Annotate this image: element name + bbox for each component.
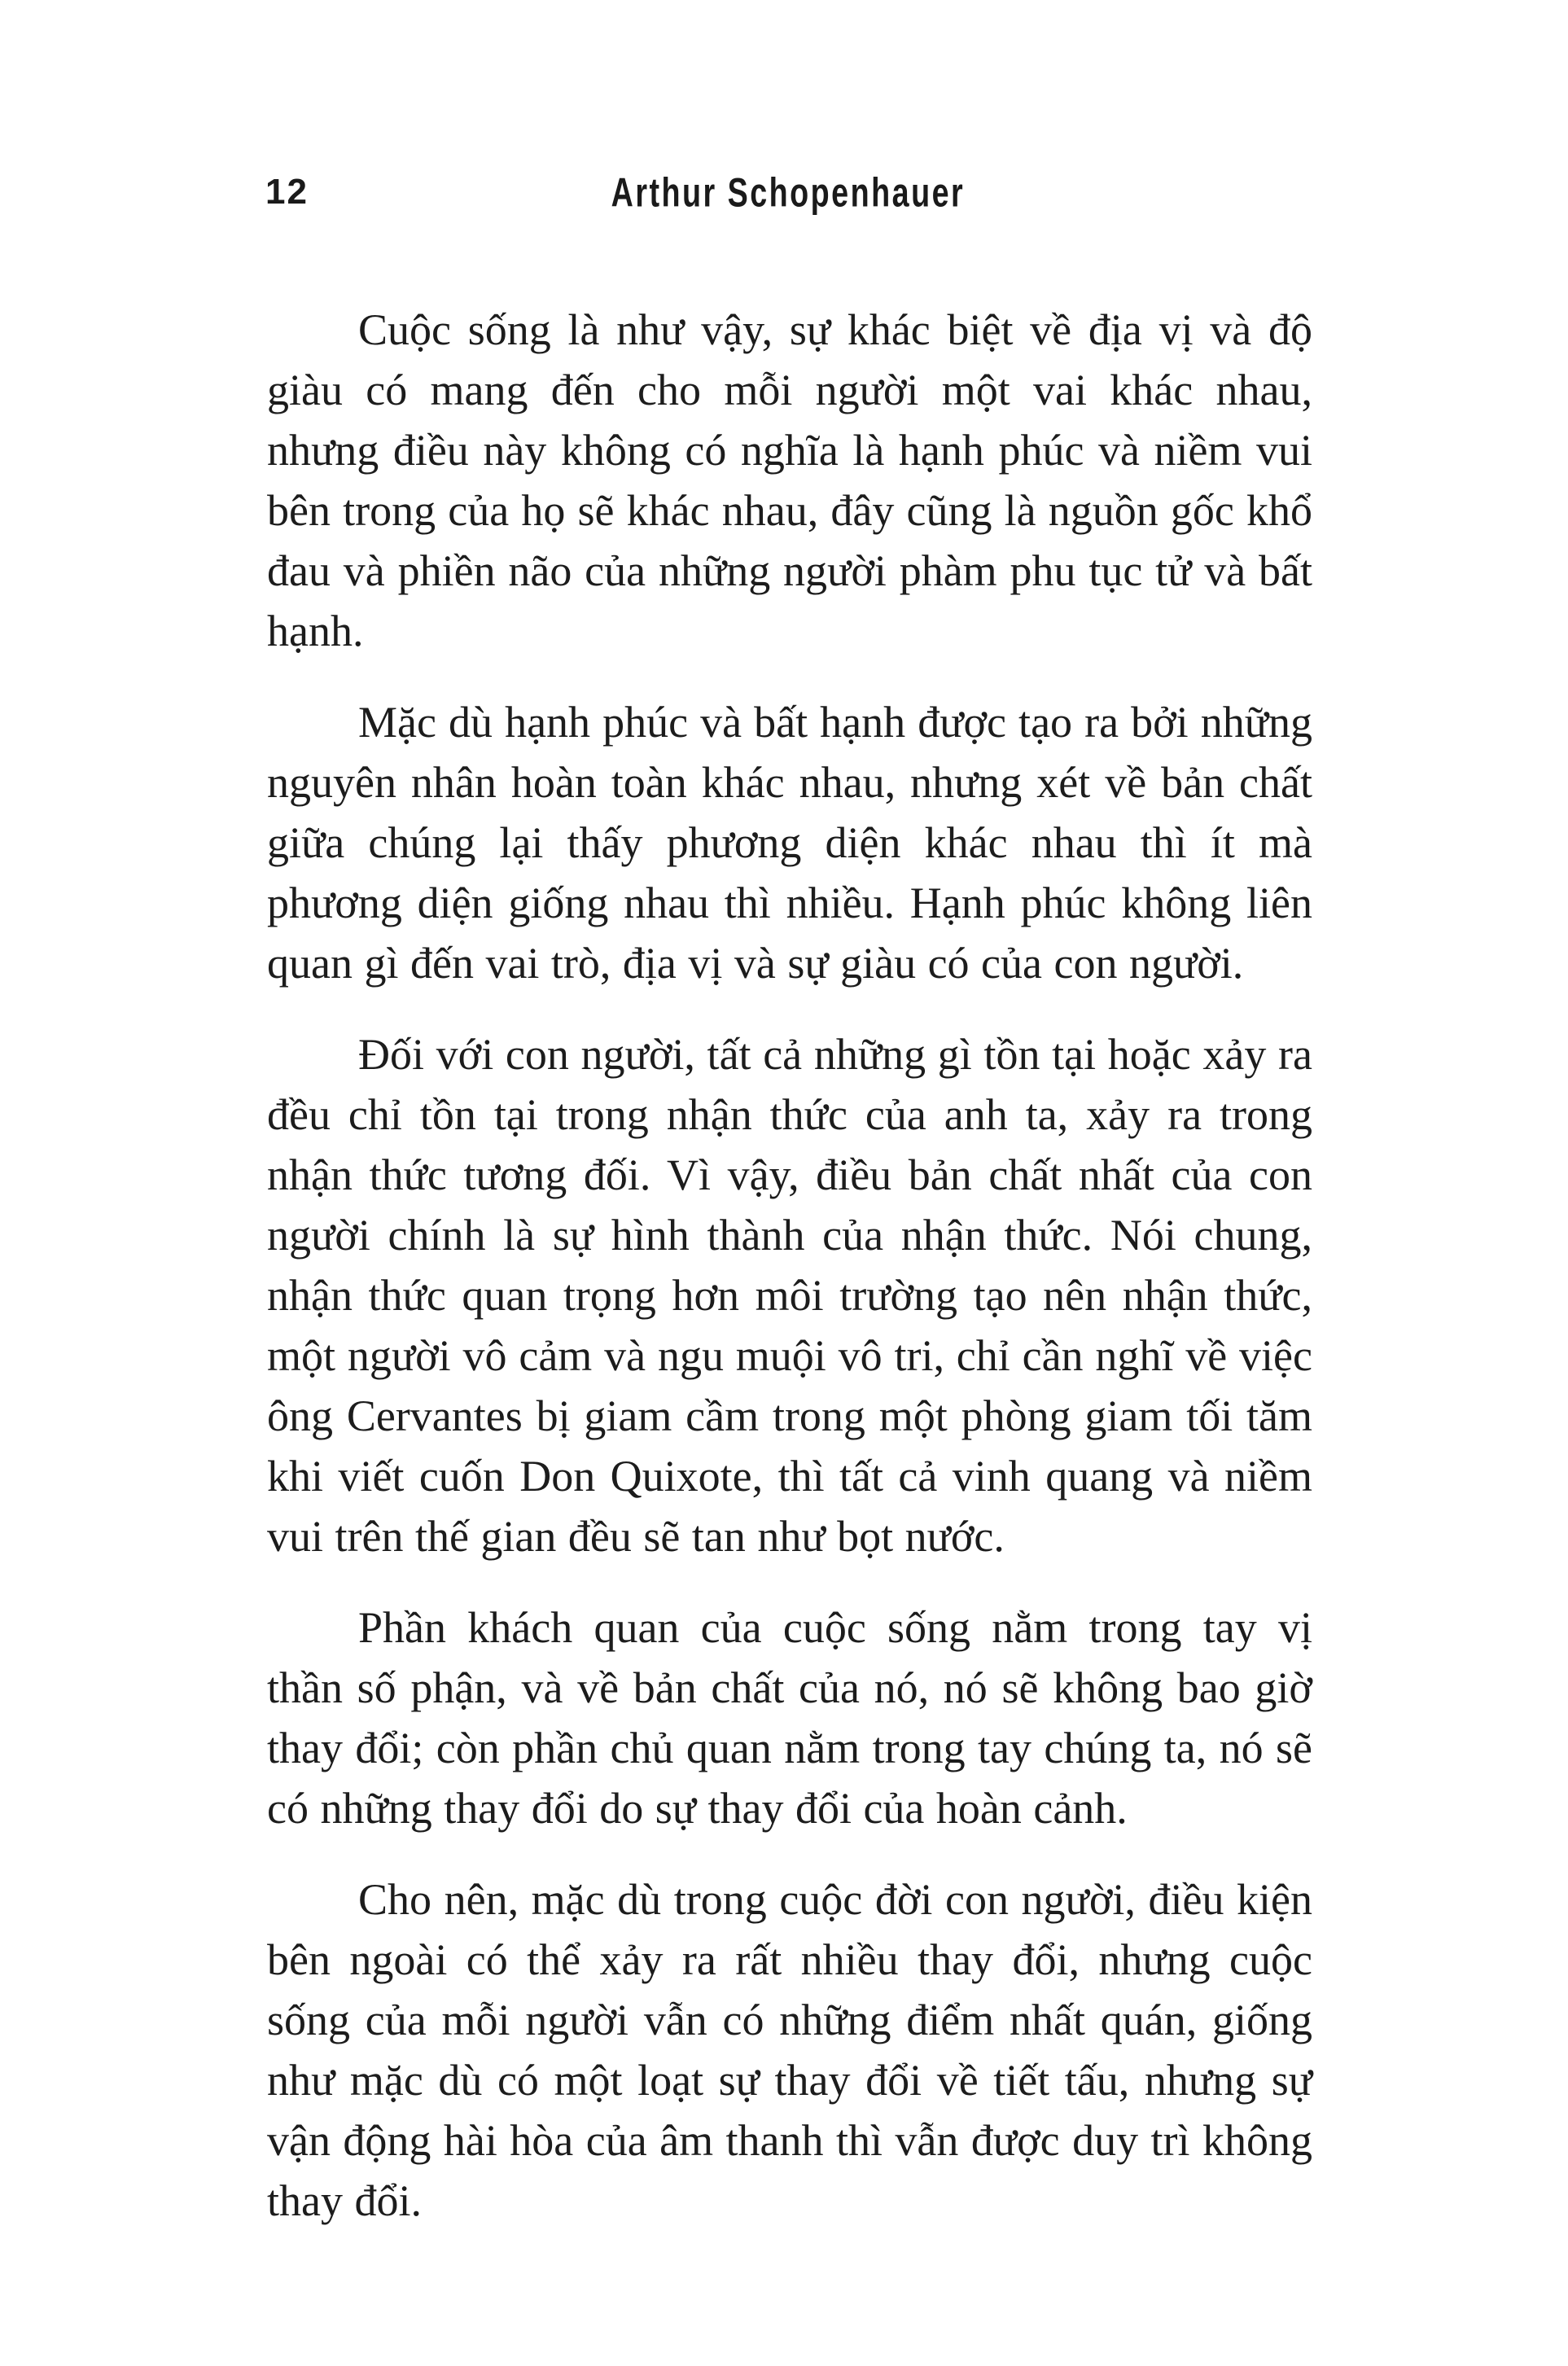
- body-paragraph: Cho nên, mặc dù trong cuộc đời con người, điều kiện bên ngoài có thể xảy ra rất nhiều thay đổi, nhưng cuộc sống của mỗi người vẫn có những điểm nhất quán, giống như mặc dù có một loạt sự thay đổi về tiết tấu, nhưng sự vận động hài hòa của âm thanh thì vẫn được duy trì không thay đổi.: [267, 1875, 1312, 2225]
- body-paragraph: Phần khách quan của cuộc sống nằm trong tay vị thần số phận, và về bản chất của nó, nó sẽ không bao giờ thay đổi; còn phần chủ quan nằm trong tay chúng ta, nó sẽ có những thay đổi do sự thay đổi của hoàn cảnh.: [267, 1603, 1312, 1833]
- body-paragraph: Đối với con người, tất cả những gì tồn tại hoặc xảy ra đều chỉ tồn tại trong nhận thức của anh ta, xảy ra trong nhận thức tương đối. Vì vậy, điều bản chất nhất của con người chính là sự hình thành của nhận thức. Nói chung, nhận thức quan trọng hơn môi trường tạo nên nhận thức, một người vô cảm và ngu muội vô tri, chỉ cần nghĩ về việc ông Cervantes bị giam cầm trong một phòng giam tối tăm khi viết cuốn Don Quixote, thì tất cả vinh quang và niềm vui trên thế gian đều sẽ tan như bọt nước.: [267, 1030, 1312, 1561]
- page-content: [267, 300, 1312, 2231]
- page-number: 12: [265, 172, 309, 212]
- body-paragraph: Mặc dù hạnh phúc và bất hạnh được tạo ra bởi những nguyên nhân hoàn toàn khác nhau, nhưng xét về bản chất giữa chúng lại thấy phương diện khác nhau thì ít mà phương diện giống nhau thì nhiều. Hạnh phúc không liên quan gì đến vai trò, địa vị và sự giàu có của con người.: [267, 698, 1312, 988]
- running-header-title: Arthur Schopenhauer: [611, 169, 966, 216]
- body-paragraph: Cuộc sống là như vậy, sự khác biệt về địa vị và độ giàu có mang đến cho mỗi người một vai khác nhau, nhưng điều này không có nghĩa là hạnh phúc và niềm vui bên trong của họ sẽ khác nhau, đây cũng là nguồn gốc khổ đau và phiền não của những người phàm phu tục tử và bất hạnh.: [267, 305, 1312, 655]
- running-head-container: [265, 169, 1311, 225]
- page-header: [265, 169, 1311, 221]
